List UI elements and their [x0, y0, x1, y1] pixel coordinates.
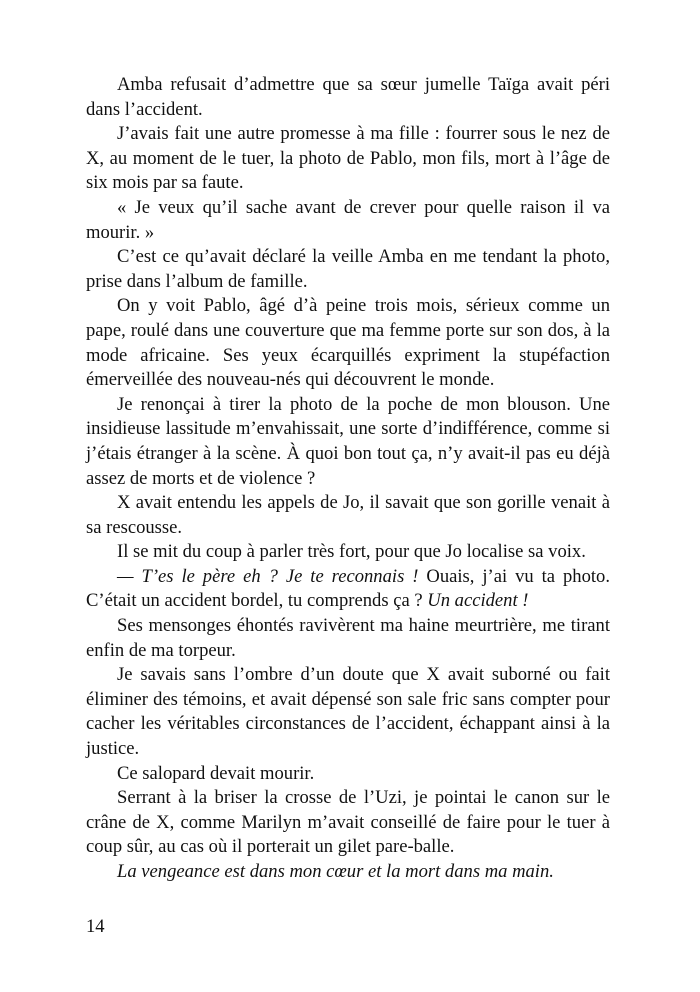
text-run: Amba refusait d’admettre que sa sœur jumelle Taïga avait péri dans l’accident. — [86, 74, 610, 120]
text-run: Je renonçai à tirer la photo de la poche de mon blouson. Une insidieuse lassitude m’envahissait, une sorte d’indifférence, comme si j’étais étranger à la scène. À quoi bon tout ça, n’y avait-il pas eu déjà assez de morts et de violence ? — [86, 393, 610, 489]
paragraph — [86, 122, 610, 196]
italic-text: Un accident ! — [427, 590, 529, 612]
paragraph — [86, 614, 610, 663]
italic-text: La vengeance est dans mon cœur et la mort dans ma main. — [117, 861, 554, 882]
paragraph — [86, 786, 610, 860]
page-number: 14 — [86, 916, 105, 937]
paragraph — [86, 196, 610, 245]
paragraph — [86, 491, 610, 540]
text-run: On y voit Pablo, âgé d’à peine trois mois, sérieux comme un pape, roulé dans une couverture que ma femme porte sur son dos, à la mode africaine. Ses yeux écarquillés expriment la stupéfaction émerveillée des nouveau-nés qui découvrent le monde. — [86, 295, 610, 391]
paragraph — [86, 663, 610, 761]
text-run: C’est ce qu’avait déclaré la veille Amba en me tendant la photo, prise dans l’album de famille. — [86, 246, 610, 292]
paragraph — [86, 762, 610, 787]
paragraph — [86, 245, 610, 294]
paragraph — [86, 294, 610, 392]
paragraph — [86, 393, 610, 491]
text-run: J’avais fait une autre promesse à ma fille : fourrer sous le nez de X, au moment de le tuer, la photo de Pablo, mon fils, mort à l’âge de six mois par sa faute. — [86, 123, 610, 194]
paragraph — [86, 565, 610, 614]
text-run: X avait entendu les appels de Jo, il savait que son gorille venait à sa rescousse. — [86, 492, 610, 538]
paragraph — [86, 860, 610, 885]
text-run: Je savais sans l’ombre d’un doute que X avait suborné ou fait éliminer des témoins, et avait dépensé son sale fric sans compter pour cacher les véritables circonstances de l’accident, échappant ainsi à la justice. — [86, 664, 610, 760]
text-run: « Je veux qu’il sache avant de crever pour quelle raison il va mourir. » — [86, 196, 610, 243]
paragraph — [86, 540, 610, 565]
text-run: Ses mensonges éhontés ravivèrent ma haine meurtrière, me tirant enfin de ma torpeur. — [86, 615, 610, 661]
text-run: Ce salopard devait mourir. — [117, 762, 315, 784]
paragraph — [86, 73, 610, 122]
italic-text: — T’es le père eh ? Je te reconnais ! — [117, 565, 419, 587]
text-run: Serrant à la briser la crosse de l’Uzi, je pointai le canon sur le crâne de X, comme Marilyn m’avait conseillé de faire pour le tuer à coup sûr, au cas où il porterait un gilet pare-balle. — [86, 787, 610, 858]
body-text — [86, 73, 610, 885]
text-run: Il se mit du coup à parler très fort, pour que Jo localise sa voix. — [117, 541, 586, 563]
text-run: Ouais, j’ai vu ta photo. C’était un accident bordel, tu comprends ça ? — [86, 565, 611, 612]
